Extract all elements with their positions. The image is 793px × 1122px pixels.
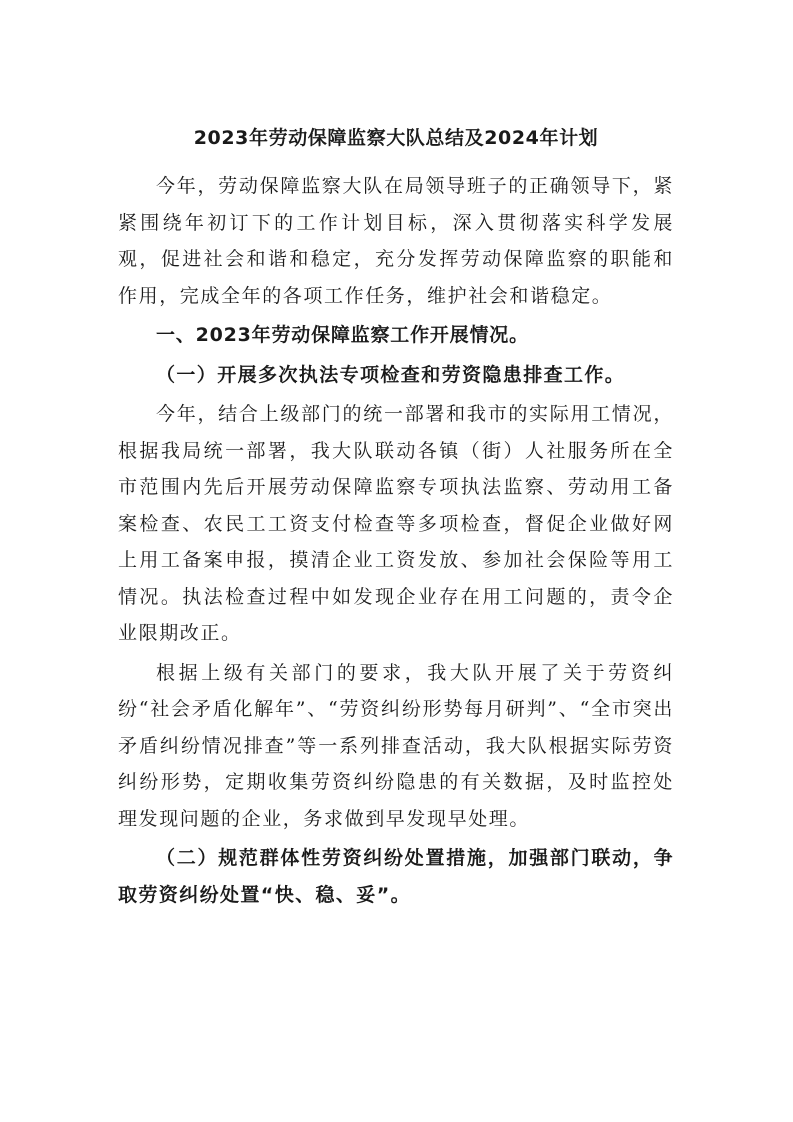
section-heading-1: 一、2023年劳动保障监察工作开展情况。 bbox=[156, 324, 529, 346]
document-title: 2023年劳动保障监察大队总结及2024年计划 bbox=[193, 127, 599, 149]
body-paragraph-1: 今年，结合上级部门的统一部署和我市的实际用工情况，根据我局统一部署，我大队联动各镇（街）人社服务所在全市范围内先后开展劳动保障监察专项执法监察、劳动用工备案检查、农民工工资支付检查等多项检查，督促企业做好网上用工备案申报，摸清企业工资发放、参加社会保险等用工情况。执法检查过程中如发现企业存在用工问题的，责令企业限期改正。 bbox=[118, 403, 674, 644]
document-body bbox=[118, 118, 674, 913]
intro-paragraph: 今年，劳动保障监察大队在局领导班子的正确领导下，紧紧围绕年初订下的工作计划目标，深入贯彻落实科学发展观，促进社会和谐和稳定，充分发挥劳动保障监察的职能和作用，完成全年的各项工作任务，维护社会和谐稳定。 bbox=[118, 175, 674, 307]
sub-heading-1: （一）开展多次执法专项检查和劳资隐患排查工作。 bbox=[156, 363, 626, 386]
sub-heading-2: （二）规范群体性劳资纠纷处置措施，加强部门联动，争取劳资纠纷处置“快、稳、妥”。 bbox=[118, 847, 674, 906]
body-paragraph-2: 根据上级有关部门的要求，我大队开展了关于劳资纠纷“社会矛盾化解年”、“劳资纠纷形势每月研判”、“全市突出矛盾纠纷情况排查”等一系列排查活动，我大队根据实际劳资纠纷形势，定期收集劳资纠纷隐患的有关数据，及时监控处理发现问题的企业，务求做到早发现早处理。 bbox=[118, 661, 674, 830]
